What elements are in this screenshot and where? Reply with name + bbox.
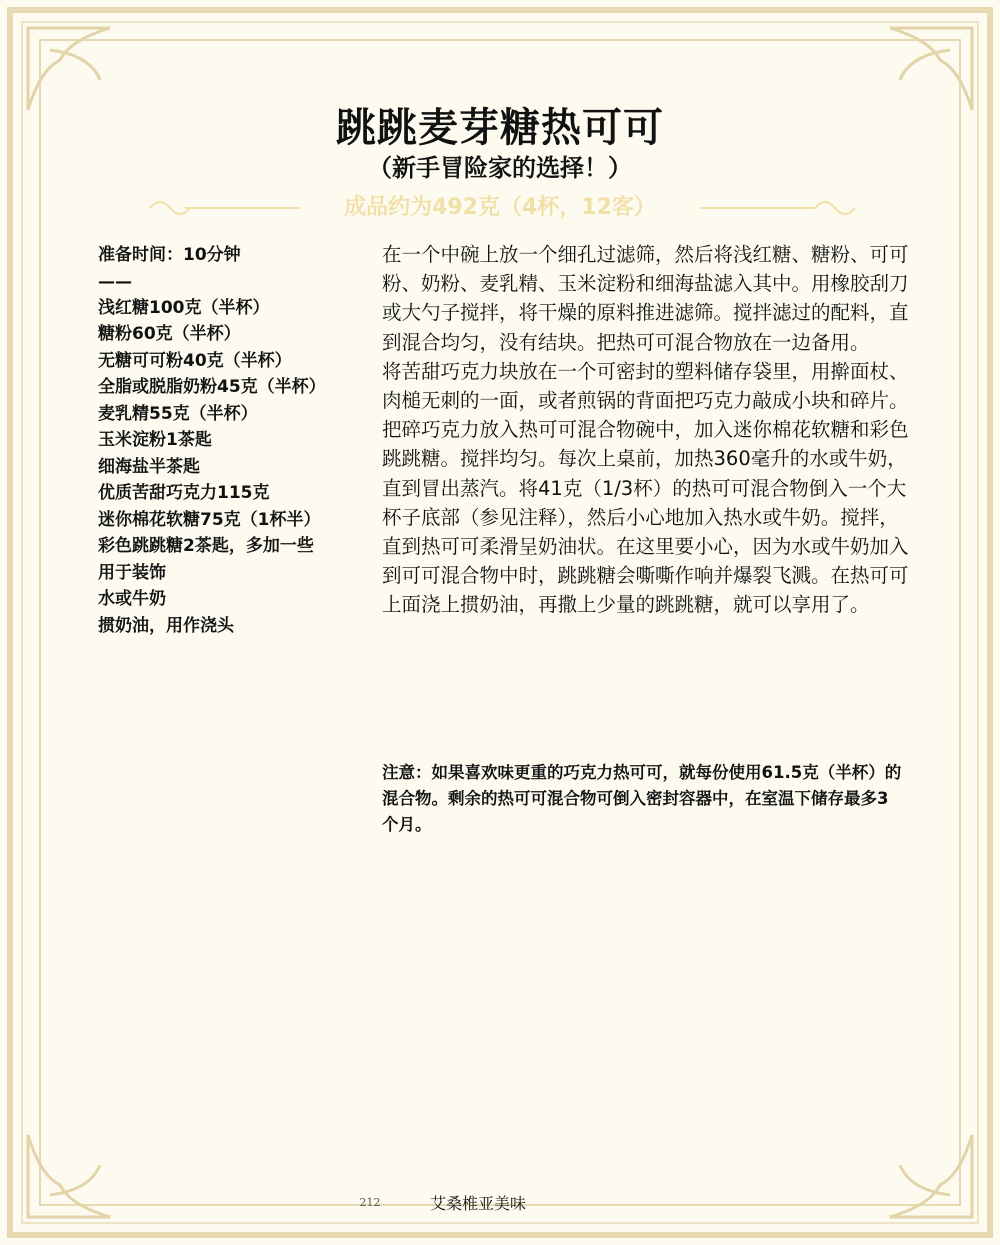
instruction-paragraph: 在一个中碗上放一个细孔过滤筛，然后将浅红糖、糖粉、可可粉、奶粉、麦乳精、玉米淀粉和细海盐滤入其中。用橡胶刮刀或大勺子搅拌，将干燥的原料推进滤筛。搅拌滤过的配料，直到混合均匀，没有结块。把热可可混合物放在一边备用。 <box>382 243 909 354</box>
separator: —— <box>98 271 132 292</box>
page-number: 212 <box>359 1196 381 1209</box>
recipe-title: 跳跳麦芽糖热可可 <box>336 105 664 151</box>
ingredient-item: 无糖可可粉40克（半杯） <box>98 350 292 371</box>
ingredient-item: 全脂或脱脂奶粉45克（半杯） <box>98 377 326 397</box>
ingredient-item: 麦乳精55克（半杯） <box>98 403 258 424</box>
ingredient-item: 优质苦甜巧克力115克 <box>98 483 270 503</box>
instructions <box>382 240 910 620</box>
ingredient-item: 浅红糖100克（半杯） <box>98 297 270 318</box>
prep-time: 准备时间：10分钟 <box>98 245 241 265</box>
recipe-yield: 成品约为492克（4杯，12客） <box>344 195 656 220</box>
recipe-subtitle: （新手冒险家的选择！） <box>368 154 632 182</box>
ingredient-item: 掼奶油，用作浇头 <box>98 615 234 636</box>
ingredients-list <box>98 242 326 639</box>
ingredient-item: 玉米淀粉1茶匙 <box>98 430 212 450</box>
ingredient-item: 彩色跳跳糖2茶匙，多加一些用于装饰 <box>98 536 314 583</box>
recipe-note: 注意：如果喜欢味更重的巧克力热可可，就每份使用61.5克（半杯）的混合物。剩余的热可可混合物可倒入密封容器中，在室温下储存最多3个月。 <box>382 763 902 834</box>
instruction-paragraph: 将苦甜巧克力块放在一个可密封的塑料储存袋里，用擀面杖、肉槌无刺的一面，或者煎锅的背面把巧克力敲成小块和碎片。把碎巧克力放入热可可混合物碗中，加入迷你棉花软糖和彩色跳跳糖。搅拌均匀。每次上桌前，加热360毫升的水或牛奶，直到冒出蒸汽。将41克（1/3杯）的热可可混合物倒入一个大杯子底部（参见注释），然后小心地加入热水或牛奶。搅拌，直到热可可柔滑呈奶油状。在这里要小心，因为水或牛奶加入到可可混合物中时，跳跳糖会嘶嘶作响并爆裂飞溅。在热可可上面浇上掼奶油，再撒上少量的跳跳糖，就可以享用了。 <box>382 359 909 617</box>
book-title: 艾桑椎亚美味 <box>430 1194 527 1213</box>
ingredient-item: 水或牛奶 <box>98 589 166 609</box>
ingredient-item: 迷你棉花软糖75克（1杯半） <box>98 509 321 530</box>
ingredient-item: 细海盐半茶匙 <box>98 456 200 477</box>
ingredient-item: 糖粉60克（半杯） <box>98 324 241 344</box>
